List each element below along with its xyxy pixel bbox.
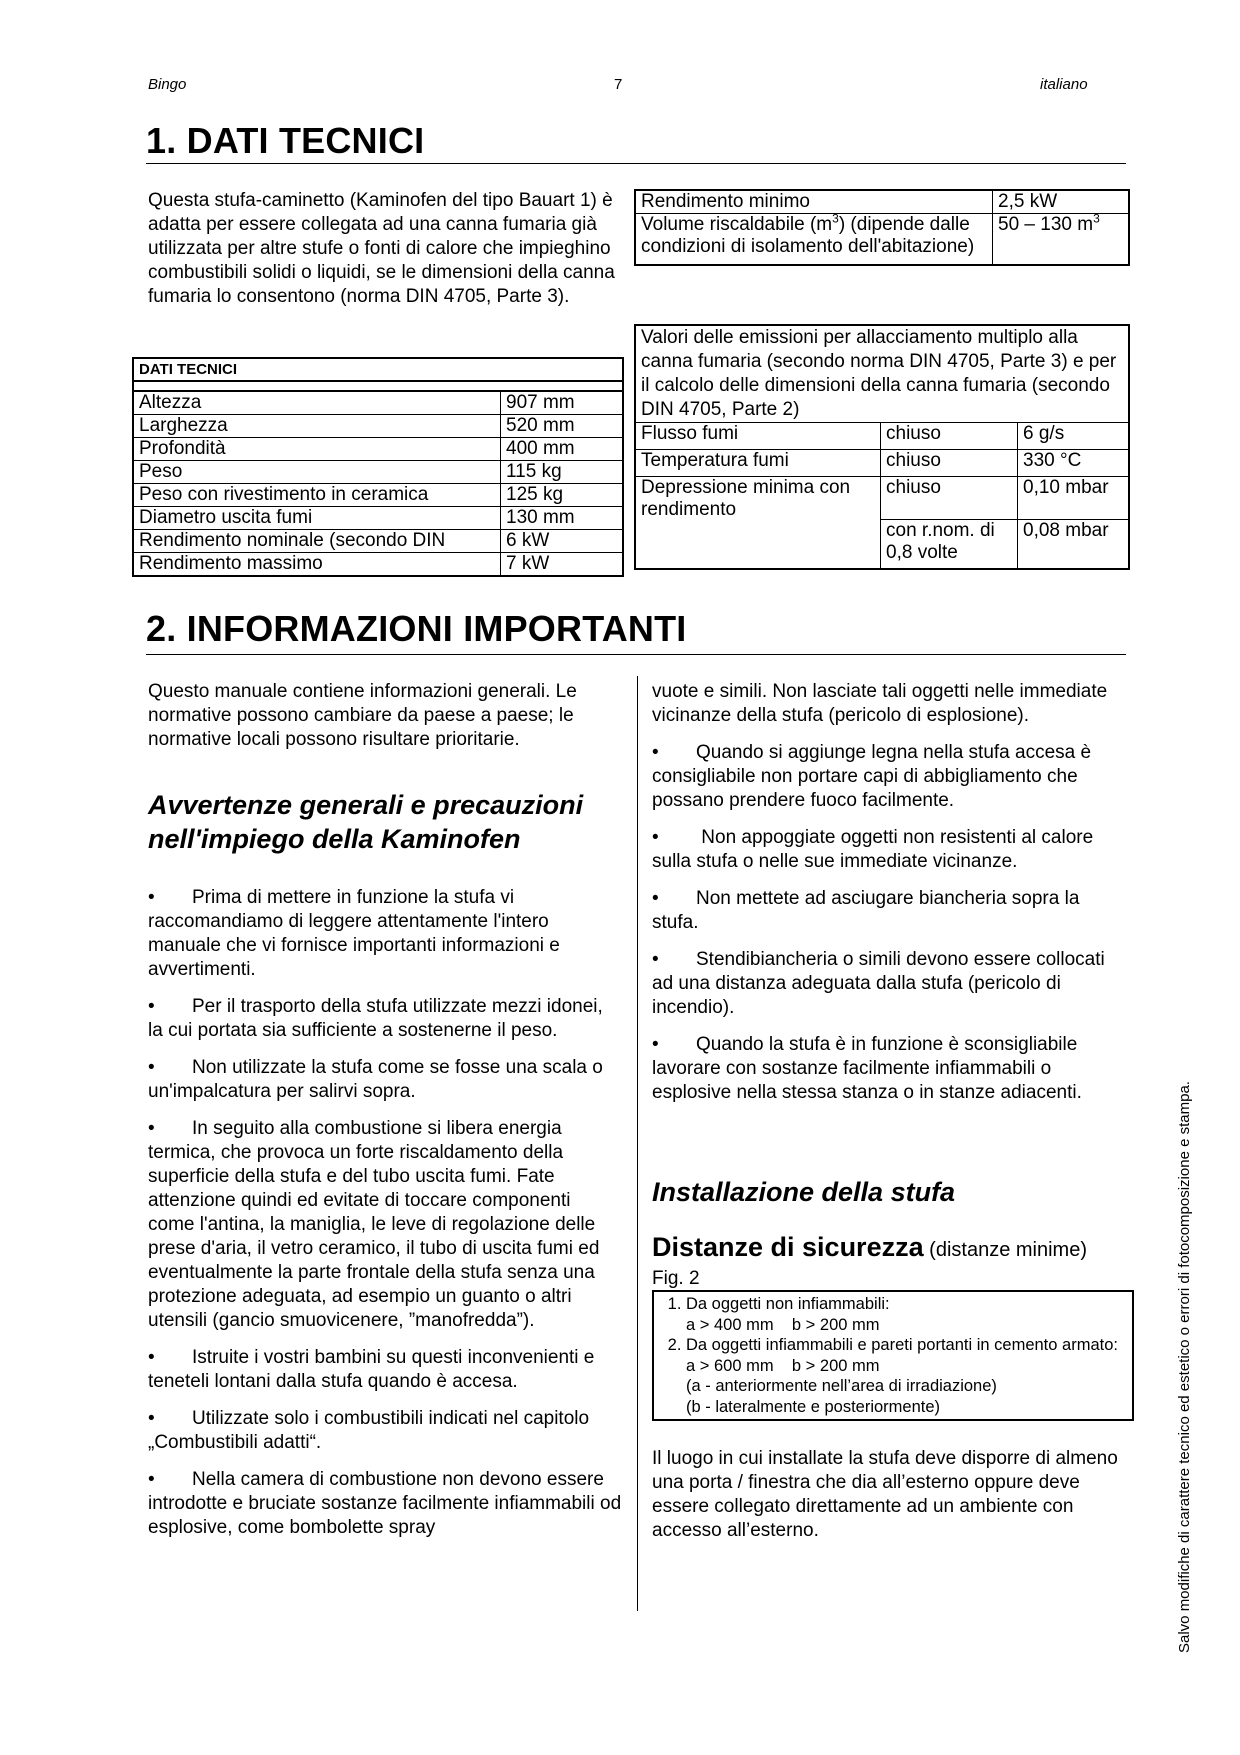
spec-label: Rendimento massimo [134,553,501,576]
safety-distances-box [652,1290,1134,1421]
emission-condition: chiuso [881,450,1018,477]
safety-item-line: a > 400 mm b > 200 mm [686,1315,880,1334]
left-column [148,680,622,1553]
bullet-text: Quando si aggiunge legna nella stufa accesa è consigliabile non portare capi di abbigliamento che possano prendere fuoco facilmente. [652,742,1092,811]
bullet-text: Istruite i vostri bambini su questi inconvenienti e teneteli lontani dalla stufa quando è accesa. [148,1347,595,1392]
heated-volume-label: Volume riscaldabile $(m^3)$ (dipende dalle condizioni di isolamento dell'abitazione) [636,214,993,265]
closing-paragraph: Il luogo in cui installate la stufa deve disporre di almeno una porta / finestra che dia all’esterno oppure deve essere collegato direttamente ad un ambiente con accesso all’esterno. [652,1448,1118,1541]
bullet-item [148,995,622,1043]
figure-label: Fig. 2 [652,1268,700,1289]
bullet-icon: • [652,888,659,909]
emissions-caption: Valori delle emissioni per allacciamento multiplo alla canna fumaria (secondo norma DIN 4705, Parte 3) e per il calcolo delle dimensioni della canna fumaria (secondo DIN 4705, Parte 2) [636,326,1128,423]
spec-row [134,415,622,438]
emission-condition: con r.nom. di 0,8 volte [881,520,1018,569]
bullet-item [652,887,1126,935]
spec-row [134,484,622,507]
section1-title: 1. DATI TECNICI [146,120,425,161]
header-language: italiano [1040,76,1088,93]
specs-table [132,357,624,577]
spec-label: Profondità [134,438,501,461]
bullet-icon: • [148,1057,155,1078]
emission-label: Flusso fumi [636,423,881,450]
bullet-text: Non utilizzate la stufa come se fosse una scala o un'impalcatura per salirvi sopra. [148,1057,603,1102]
bullet-icon: • [148,887,155,908]
emission-value: 0,10 mbar [1018,477,1129,520]
spec-value: 520 mm [501,415,623,438]
spec-label: Peso [134,461,501,484]
performance-row [636,191,1128,214]
bullet-item [148,1056,622,1104]
bullet-item [148,886,622,982]
bullet-item [148,1407,622,1455]
spec-row [134,553,622,576]
bullet-icon: • [148,1347,155,1368]
safety-item [686,1335,1132,1417]
section2-title: 2. INFORMAZIONI IMPORTANTI [146,608,687,649]
bullet-icon: • [652,827,659,848]
section1-rule [146,163,1126,164]
bullet-icon: • [148,1118,155,1139]
heated-volume-value: 50 – 130 $m^3$ [993,214,1129,265]
section2-intro: Questo manuale contiene informazioni generali. Le normative possono cambiare da paese a paese; le normative locali possono risultare prioritarie. [148,681,577,750]
emission-label: Temperatura fumi [636,450,881,477]
spec-row [134,507,622,530]
bullet-text: Quando la stufa è in funzione è sconsigliabile lavorare con sostanze facilmente infiammabili o esplosive nella stessa stanza o in stanze adiacenti. [652,1034,1082,1103]
bullet-item [652,741,1126,813]
emission-row [636,477,1128,520]
spec-label: Rendimento nominale (secondo DIN [134,530,501,553]
bullet-icon: • [148,1469,155,1490]
spec-row [134,461,622,484]
spec-row [134,438,622,461]
emission-value: 0,08 mbar [1018,520,1129,569]
bullet-item [148,1346,622,1394]
bullet-icon: • [652,949,659,970]
bullet-item [148,1468,622,1540]
bullet-text: Non mettete ad asciugare biancheria sopra la stufa. [652,888,1080,933]
bullet-text: Prima di mettere in funzione la stufa vi raccomandiamo di leggere attentamente l'intero manuale che vi fornisce importanti informazioni e avvertimenti. [148,887,560,980]
emission-row [636,423,1128,450]
bullet-text: Stendibiancheria o simili devono essere collocati ad una distanza adeguata dalla stufa (pericolo di incendio). [652,949,1105,1018]
emissions-table [634,324,1130,570]
page-number: 7 [614,76,623,93]
emissions-table-body [636,423,1128,568]
performance-row [636,214,1128,265]
safety-item-title: 1. Da oggetti non infiammabili: [686,1295,890,1313]
emission-condition: chiuso [881,423,1018,450]
spec-value: 130 mm [501,507,623,530]
performance-label: Rendimento minimo [636,191,993,214]
bullet-text: Nella camera di combustione non devono essere introdotte e bruciate sostanze facilmente infiammabili od esplosive, come bombolette spray [148,1469,622,1538]
bullet-item [148,1117,622,1333]
warnings-title: Avvertenze generali e precauzioni nell'impiego della Kaminofen [148,790,584,854]
spec-value: 7 kW [501,553,623,576]
emission-row [636,450,1128,477]
sidebar-disclaimer: Salvo modifiche di carattere tecnico ed estetico o errori di fotocomposizione e stampa. [1176,1081,1193,1653]
emission-value: 6 g/s [1018,423,1129,450]
bullet-item [652,1033,1126,1105]
safety-heading [652,1231,1126,1268]
spec-label: Altezza [134,391,501,415]
spec-value: 907 mm [501,391,623,415]
section2-rule [146,654,1126,655]
safety-item [686,1294,1132,1335]
column-divider [637,676,638,1611]
spec-row [134,391,622,415]
spec-label: Larghezza [134,415,501,438]
spec-label: Peso con rivestimento in ceramica [134,484,501,507]
safety-item-line: (a - anteriormente nell’area di irradiazione) [686,1377,997,1395]
safety-item-title: 2. Da oggetti infiammabili e pareti portanti in cemento armato: [686,1336,1118,1354]
performance-table [634,189,1130,266]
spec-value: 400 mm [501,438,623,461]
spec-row [134,530,622,553]
safety-title: Distanze di sicurezza [652,1232,924,1262]
spec-value: 115 kg [501,461,623,484]
right-column [652,680,1126,1543]
header-left: Bingo [148,76,187,93]
bullet-item [652,826,1126,874]
bullet-text: Non appoggiate oggetti non resistenti al calore sulla stufa o nelle sue immediate vicinanze. [652,827,1094,872]
specs-table-body [134,390,622,575]
section1-intro: Questa stufa-caminetto (Kaminofen del tipo Bauart 1) è adatta per essere collegata ad una canna fumaria già utilizzata per altre stufe o fonti di calore che impieghino combustibili solidi o liquidi, se le dimensioni della canna fumaria lo consentono (norma DIN 4705, Parte 3). [148,190,615,307]
right-bullet-list [652,741,1126,1105]
performance-value: 2,5 kW [993,191,1129,214]
spec-value: 125 kg [501,484,623,507]
specs-table-caption: DATI TECNICI [134,359,622,382]
bullet-item [652,948,1126,1020]
safety-note: (distanze minime) [923,1239,1087,1261]
safety-item-line: (b - lateralmente e posteriormente) [686,1397,941,1416]
bullet-icon: • [148,996,155,1017]
bullet-icon: • [652,742,659,763]
spec-value: 6 kW [501,530,623,553]
emission-label: Depressione minima con rendimento [636,477,881,569]
left-bullet-list [148,886,622,1540]
spec-label: Diametro uscita fumi [134,507,501,530]
bullet-text: Utilizzate solo i combustibili indicati nel capitolo „Combustibili adatti“. [148,1408,590,1453]
bullet-continuation: vuote e simili. Non lasciate tali oggetti nelle immediate vicinanze della stufa (pericolo di esplosione). [652,681,1108,726]
bullet-icon: • [652,1034,659,1055]
emission-condition: chiuso [881,477,1018,520]
safety-item-line: a > 600 mm b > 200 mm [686,1356,880,1375]
bullet-text: Per il trasporto della stufa utilizzate mezzi idonei, la cui portata sia sufficiente a sostenerne il peso. [148,996,603,1041]
bullet-text: In seguito alla combustione si libera energia termica, che provoca un forte riscaldamento della superficie della stufa e del tubo uscita fumi. Fate attenzione quindi ed evitate di toccare componenti come l'antina, la maniglia, le leve di regolazione delle prese d'aria, il vetro ceramico, il tubo di uscita fumi ed eventualmente la parte frontale della stufa senza una protezione adeguata, ad esempio un guanto o altri utensili (gancio smuovicenere, ”manofredda”). [148,1118,600,1331]
emission-value: 330 °C [1018,450,1129,477]
safety-list [654,1294,1132,1417]
install-title: Installazione della stufa [652,1177,956,1207]
bullet-icon: • [148,1408,155,1429]
